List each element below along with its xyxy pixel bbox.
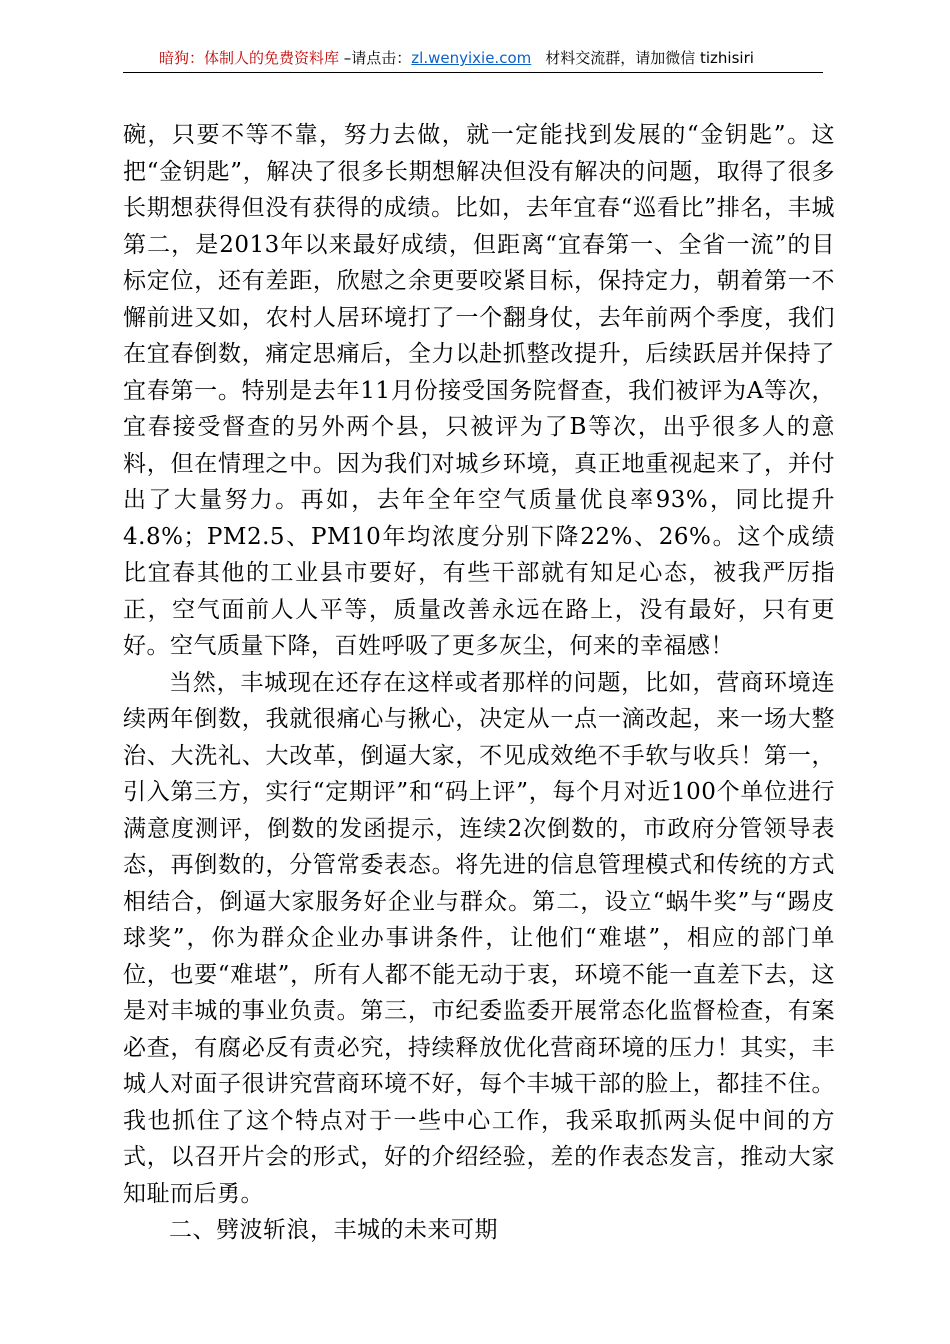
page-header [123,44,823,73]
paragraph-continued: 碗，只要不等不靠，努力去做，就一定能找到发展的“金钥匙”。这把“金钥匙”，解决了很多长期想解决但没有解决的问题，取得了很多长期想获得但没有获得的成绩。比如，去年宜春“巡看比”排名，丰城第二，是2013年以来最好成绩，但距离“宜春第一、全省一流”的目标定位，还有差距，欣慰之余更要咬紧目标，保持定力，朝着第一不懈前进又如，农村人居环境打了一个翻身仗，去年前两个季度，我们在宜春倒数，痛定思痛后，全力以赴抓整改提升，后续跃居并保持了宜春第一。特别是去年11月份接受国务院督查，我们被评为A等次，宜春接受督查的另外两个县，只被评为了B等次，出乎很多人的意料，但在情理之中。因为我们对城乡环境，真正地重视起来了，并付出了大量努力。再如，去年全年空气质量优良率93%，同比提升4.8%；PM2.5、PM10年均浓度分别下降22%、26%。这个成绩比宜春其他的工业县市要好，有些干部就有知足心态，被我严厉指正，空气面前人人平等，质量改善永远在路上，没有最好，只有更好。空气质量下降，百姓呼吸了更多灰尘，何来的幸福感！ [123,122,835,659]
header-separator: –请点击： [339,49,412,67]
header-brand: 暗狗：体制人的免费资料库 [159,49,340,67]
document-body [123,117,835,1249]
header-contact: 材料交流群，请加微信 tizhisiri [545,49,754,67]
paragraph-business-environment: 当然，丰城现在还存在这样或者那样的问题，比如，营商环境连续两年倒数，我就很痛心与揪心，决定从一点一滴改起，来一场大整治、大洗礼、大改革，倒逼大家，不见成效绝不手软与收兵！第一，引入第三方，实行“定期评”和“码上评”，每个月对近100个单位进行满意度测评，倒数的发函提示，连续2次倒数的，市政府分管领导表态，再倒数的，分管常委表态。将先进的信息管理模式和传统的方式相结合，倒逼大家服务好企业与群众。第二，设立“蜗牛奖”与“踢皮球奖”，你为群众企业办事讲条件，让他们“难堪”，相应的部门单位，也要“难堪”，所有人都不能无动于衷，环境不能一直差下去，这是对丰城的事业负责。第三，市纪委监委开展常态化监督检查，有案必查，有腐必反有责必究，持续释放优化营商环境的压力！其实，丰城人对面子很讲究营商环境不好，每个丰城干部的脸上，都挂不住。我也抓住了这个特点对于一些中心工作，我采取抓两头促中间的方式，以召开片会的形式，好的介绍经验，差的作表态发言，推动大家知耻而后勇。 [123,669,835,1207]
header-link[interactable]: zl.wenyixie.com [411,49,532,67]
section-heading: 二、劈波斩浪，丰城的未来可期 [169,1217,498,1243]
